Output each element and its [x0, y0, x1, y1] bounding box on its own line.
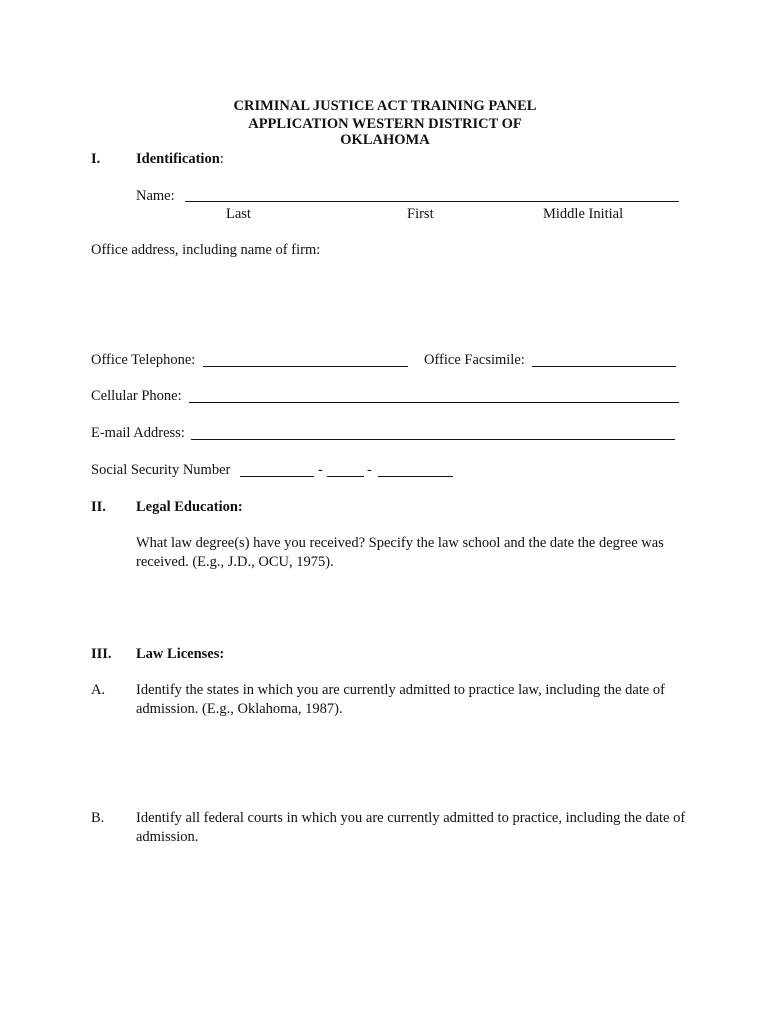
section-1-heading	[136, 150, 224, 168]
item-a-answer-area[interactable]	[136, 724, 682, 800]
ssn-part-3-line[interactable]	[378, 476, 453, 477]
name-input-line[interactable]	[185, 201, 679, 202]
section-1-number: I.	[91, 151, 101, 167]
heading-colon: :	[219, 151, 224, 167]
legal-education-question: What law degree(s) have you received? Specify the law school and the date the degree was received. (E.g., J.D., OCU, 1975).	[136, 535, 664, 570]
office-telephone-line[interactable]	[203, 366, 408, 367]
office-facsimile-label: Office Facsimile:	[424, 352, 525, 368]
form-title-line-2: APPLICATION WESTERN DISTRICT OF	[248, 116, 522, 132]
item-a-text: Identify the states in which you are currently admitted to practice law, including the date of admission. (E.g., Oklahoma, 1987).	[136, 682, 665, 717]
name-label: Name:	[136, 188, 175, 204]
item-b-answer-area[interactable]	[136, 852, 682, 972]
legal-education-heading: Legal Education:	[136, 499, 243, 515]
office-address-area[interactable]	[91, 262, 679, 342]
form-title-line-1: CRIMINAL JUSTICE ACT TRAINING PANEL	[233, 98, 537, 114]
office-address-label: Office address, including name of firm:	[91, 242, 321, 258]
item-b-label: B.	[91, 810, 105, 826]
identification-heading: Identification	[136, 151, 220, 167]
name-sub-first: First	[407, 206, 434, 222]
name-sub-middle-initial: Middle Initial	[543, 206, 624, 222]
item-a-label: A.	[91, 682, 106, 698]
ssn-part-1-line[interactable]	[240, 476, 314, 477]
legal-education-answer-area[interactable]	[136, 576, 682, 636]
cellular-phone-label: Cellular Phone:	[91, 388, 182, 404]
ssn-separator-2: -	[367, 462, 372, 478]
email-line[interactable]	[191, 439, 675, 440]
office-telephone-label: Office Telephone:	[91, 352, 196, 368]
cellular-phone-line[interactable]	[189, 402, 679, 403]
ssn-separator-1: -	[318, 462, 323, 478]
item-b-text: Identify all federal courts in which you are currently admitted to practice, including the date of admission.	[136, 810, 686, 845]
ssn-part-2-line[interactable]	[327, 476, 364, 477]
name-sub-last: Last	[226, 206, 251, 222]
section-2-number: II.	[91, 499, 106, 515]
email-label: E-mail Address:	[91, 425, 185, 441]
section-3-number: III.	[91, 646, 112, 662]
ssn-label: Social Security Number	[91, 462, 231, 478]
form-title-line-3: OKLAHOMA	[340, 132, 430, 148]
office-facsimile-line[interactable]	[532, 366, 676, 367]
law-licenses-heading: Law Licenses:	[136, 646, 225, 662]
